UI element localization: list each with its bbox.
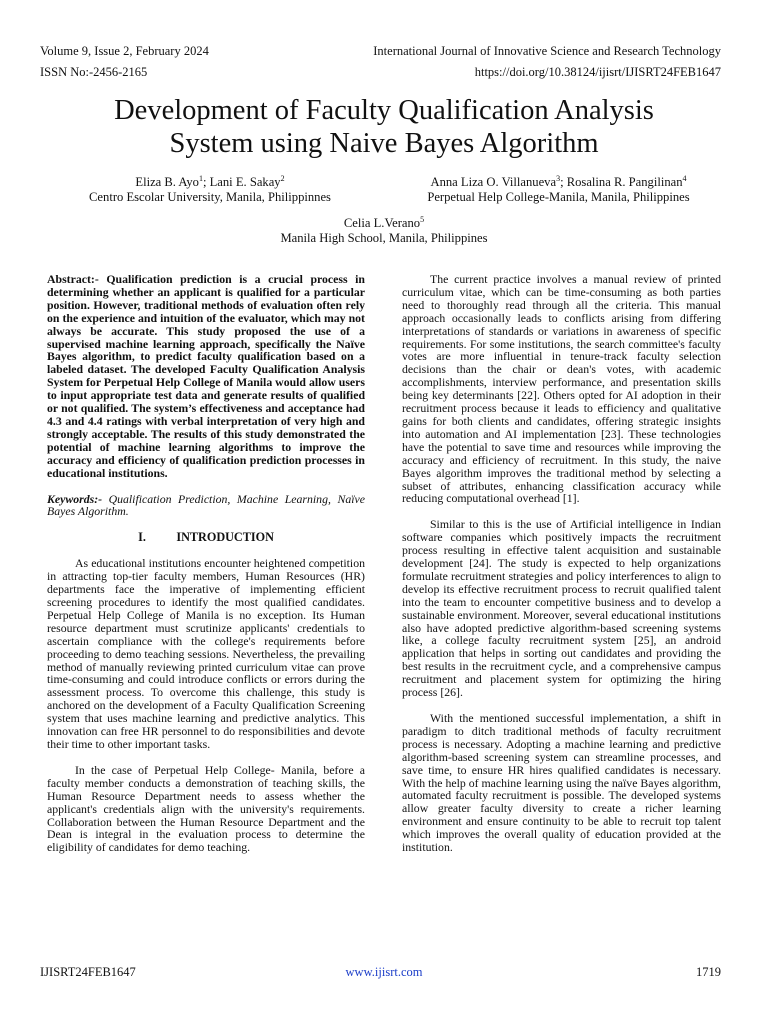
author-sup: 3 [556, 173, 561, 183]
doi-link[interactable]: https://doi.org/10.38124/ijisrt/IJISRT24FEB1647 [474, 65, 721, 79]
footer-page-number: 1719 [696, 965, 721, 979]
intro-paragraph-1: As educational institutions encounter heightened competition in attracting top-tier faculty members, Human Resources (HR) departments face the imperative of implementing efficient screening procedures to identify the most qualified candidates. Perpetual Help College of Manila is no exception. Its Human resource department must scrutinize applicants' credentials to ascertain compliance with the college's requirements before proceeding to demo teaching sessions. Nevertheless, the prevailing method of manually reviewing printed curriculum vitae can prove time-consuming and could introduce conflicts or errors during the assessment process. To overcome this challenge, this study is anchored on the development of a Faculty Qualification Screening system that uses machine learning and predictive analytics. This innovation can free HR personnel to do responsibilities and devote their time to other important tasks. [47, 556, 365, 751]
left-column [47, 273, 365, 854]
keywords [47, 493, 365, 519]
author-names-1 [40, 175, 380, 190]
author-affiliation-2: Perpetual Help College-Manila, Manila, Philippines [427, 190, 690, 204]
author-affiliation-3: Manila High School, Manila, Philippines [280, 231, 488, 245]
author-sup: 5 [420, 214, 425, 224]
author-affiliation-1: Centro Escolar University, Manila, Philippinnes [89, 190, 331, 204]
intro-paragraph-5: With the mentioned successful implementation, a shift in paradigm to ditch traditional methods of faculty recruitment process is necessary. Adopting a machine learning and predictive algorithm-based screening system can streamline processes, and save time, to ensure HR hires qualified candidates is necessary. With the help of machine learning using the naïve Bayes algorithm, automated faculty recruitment is possible. The developed systems allow greater faculty diversity to create a richer learning environment and ensure continuity to be able to recruit top talent which improves the overall quality of education provided at the institution. [402, 711, 721, 855]
title-line-2: System using Naive Bayes Algorithm [169, 128, 599, 159]
author-names-3 [40, 216, 728, 231]
author-name: Eliza B. Ayo [135, 175, 199, 189]
right-column [402, 273, 721, 854]
author-sup: 1 [198, 173, 203, 183]
issn: ISSN No:-2456-2165 [40, 65, 148, 79]
author-name: ; Rosalina R. Pangilinan [560, 175, 683, 189]
intro-paragraph-4: Similar to this is the use of Artificial intelligence in Indian software companies which positively impacts the recruitment process resulting in effective talent acquisition and sustainable development [24]. The study is expected to help organizations formulate recruitment strategies and policy interferences to align to develop its effective recruitment process to recruit qualified talent into the team to encounter competitive business and to develop a sustainable environment. Moreover, several educational institutions also have adopted predictive algorithm-based screening systems like, a college faculty recruitment system [25], an android application that helps in sorting out candidates and providing the best results in the recruitment cycle, and a comprehensive campus recruitment and placement system for optimizing the hiring process [26]. [402, 517, 721, 700]
author-sup: 2 [280, 173, 285, 183]
author-sup: 4 [682, 173, 687, 183]
keywords-label: Keywords:- [47, 491, 103, 506]
intro-paragraph-3: The current practice involves a manual review of printed curriculum vitae, which can be time-consuming as both parties need to thoroughly read through all the criteria. This manual approach occasionally leads to conflicts arising from differing interpretations of standards or variations in awareness of specific requirements. For some institutions, the search committee's faculty votes are more influential in tenure-track faculty selection decisions than the chair or dean's votes, with academic accomplishments, interview performance, and presentation skills being key determinants [22]. Others opted for AI adoption in their recruitment process because it leads to efficiency and qualitative gains for both clients and candidates, offering strategic insights into automation and AI implementation [23]. These technologies have the potential to save time and resources while improving the accuracy and efficiency of recruitment. In this study, the naive Bayes algorithm improves the traditional method by selecting a subset of attributes, enhancing classification accuracy while reducing computational overhead [1]. [402, 272, 721, 506]
author-name: Anna Liza O. Villanueva [430, 175, 557, 189]
author-names-2 [387, 175, 730, 190]
author-block-1 [40, 175, 380, 205]
paper-title [40, 94, 728, 160]
footer-website-link[interactable]: www.ijisrt.com [345, 965, 423, 979]
intro-paragraph-2: In the case of Perpetual Help College- Manila, before a faculty member conducts a demonstration of teaching skills, the Human Resource Department needs to assess whether the applicant's credentials align with the university's requirements. Collaboration between the Human Resource Department and the Dean is integral in the evaluation process to determine the eligibility of candidates for demo teaching. [47, 762, 365, 855]
volume-info: Volume 9, Issue 2, February 2024 [40, 44, 209, 58]
keywords-text: Qualification Prediction, Machine Learning, Naïve Bayes Algorithm. [47, 491, 365, 519]
author-block-3 [40, 216, 728, 246]
footer-article-id: IJISRT24FEB1647 [40, 965, 136, 979]
footer-website-wrap [0, 965, 768, 980]
author-name: ; Lani E. Sakay [202, 175, 281, 189]
title-line-1: Development of Faculty Qualification Analysis [114, 95, 654, 126]
journal-name: International Journal of Innovative Science and Research Technology [373, 44, 721, 58]
author-block-2 [387, 175, 730, 205]
section-heading-introduction: I. INTRODUCTION [138, 530, 274, 545]
author-name: Celia L.Verano [343, 216, 421, 230]
abstract: Abstract:- Qualification prediction is a crucial process in determining whether an applicant is qualified for a particular position. However, traditional methods of evaluation often rely on the experience and intuition of the evaluator, which may not always be accurate. This study proposed the use of a supervised machine learning approach, specifically the Naïve Bayes algorithm, to predict faculty qualification based on a labeled dataset. The developed Faculty Qualification Analysis System for Perpetual Help College of Manila would allow users to input appropriate test data and generate results of qualified or not qualified. The system’s effectiveness and acceptance had 4.3 and 4.4 ratings with verbal interpretation of very high and strongly acceptable. The results of this study demonstrated the potential of machine learning algorithms to improve the accuracy and efficiency of qualification prediction processes in educational institutions. [47, 272, 365, 480]
